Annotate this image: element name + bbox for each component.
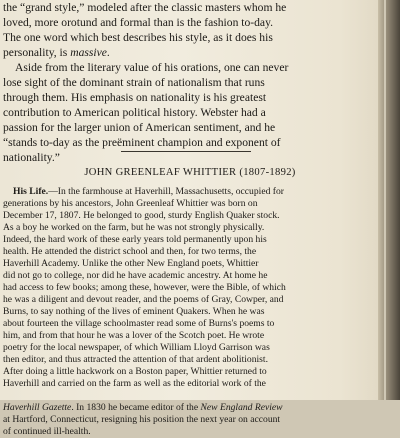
text-line: about fourteen the village schoolmaster read some of Burns's poems to [3,318,275,329]
newspaper-title: New England Review [200,402,283,413]
text-line: Burns, to say nothing of the lives of eminent Quakers. When he was [3,306,265,317]
text-line: The one word which best describes his style, as it does his [3,31,273,44]
text-line: His Life.—In the farmhouse at Haverhill, Massachusetts, occupied for [13,186,284,197]
text-line: then editor, and thus attracted the attention of that ardent abolitionist. [3,354,268,365]
text-line: personality, is massive. [3,46,110,59]
subsection-title: His Life. [13,186,49,197]
text-line: nationality.” [3,151,60,164]
text-line: did not go to college, nor did he have academic ancestry. At home he [3,270,268,281]
text-line: Aside from the literary value of his orations, one can never [15,61,289,74]
text-line: of continued ill-health. [3,426,91,437]
text-line: generations by his ancestors, John Greenleaf Whittier was born on [3,198,258,209]
text-line: Haverhill Gazette. In 1830 he became editor of the New England Review [3,402,283,413]
text-line: he was a diligent and devout reader, and the poems of Gray, Cowper, and [3,294,284,305]
book-spine-gutter [378,0,400,400]
text-line: As a boy he worked on the farm, but he was not strongly physically. [3,222,265,233]
section-heading: JOHN GREENLEAF WHITTIER (1807-1892) [84,167,296,178]
text-line: loved, more orotund and formal than is the fashion to-day. [3,16,274,29]
text-line: him, and from that hour he was a lover of the Scotch poet. He wrote [3,330,265,341]
text-line: Indeed, the hard work of these early years told permanently upon his [3,234,267,245]
text-line: passion for the larger union of American sentiment, and he [3,121,276,134]
text-line: through them. His emphasis on nationality is his greatest [3,91,267,104]
text-line: health. He attended the district school and then, for two terms, the [3,246,257,257]
text-line: Haverhill Academy. Unlike the other New England poets, Whittier [3,258,259,269]
newspaper-title: Haverhill Gazette [3,402,72,413]
text-line: lose sight of the dominant strain of nationalism that runs [3,76,265,89]
text-line: After doing a little hackwork on a Boston paper, Whittier returned to [3,366,267,377]
emphasis-text: massive [70,46,107,59]
text-line: contribution to American political history. Webster had a [3,106,266,119]
text-line: had access to few books; among these, however, were the Bible, of which [3,282,286,293]
text-line: Haverhill and carried on the farm as well as the editorial work of the [3,378,266,389]
text-line: the “grand style,” modeled after the classic masters whom he [3,1,287,14]
text-line: December 17, 1807. He belonged to good, sturdy English Quaker stock. [3,210,280,221]
section-divider [121,151,251,152]
text-line: poetry for the local newspaper, of which William Lloyd Garrison was [3,342,270,353]
text-line: “stands to-day as the preëminent champion and exponent of [3,136,281,149]
text-line: at Hartford, Connecticut, resigning his position the next year on account [3,414,281,425]
